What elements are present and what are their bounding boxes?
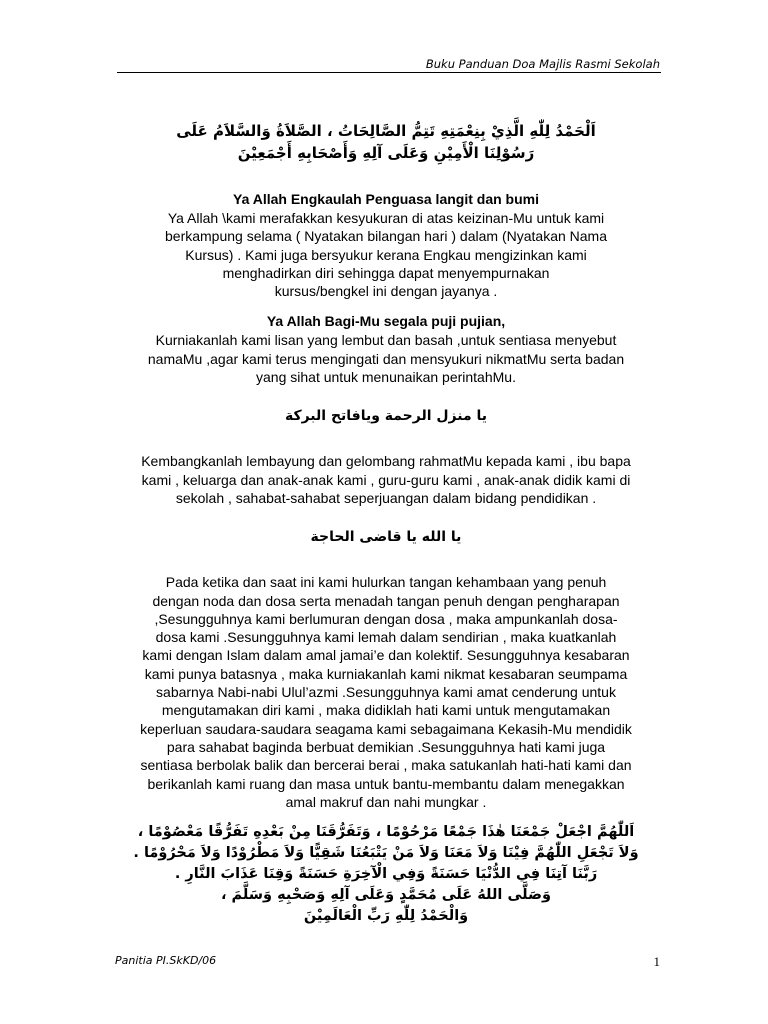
paragraph-line: kursus/bengkel ini dengan jayanya . — [274, 283, 498, 300]
paragraph-line: namaMu ,agar kami terus mengingati dan mensyukuri nikmatMu serta badan — [147, 350, 625, 367]
paragraph-line: amal makruf dan nahi mungkar . — [285, 793, 487, 810]
arabic-opening-line: اَلْحَمْدُ لِلّٰهِ الَّذِيْ بِنِعْمَتِهِ تَتِمُّ الصَّالِحَاتُ ، الصَّلاَةُ وَالسَّلاَمُ عَلَى — [176, 122, 596, 140]
paragraph-line: Ya Allah \kami merafakkan kesyukuran di atas keizinan-Mu untuk kami — [167, 210, 605, 226]
arabic-closing-line: اَللّٰهُمَّ اجْعَلْ جَمْعَنَا هٰذَا جَمْعًا مَرْحُوْمًا ، وَتَفَرُّقَنَا مِنْ بَعْدِهِ تَفَرُّقًا مَعْصُوْمًا ، — [137, 824, 635, 841]
section1-paragraph — [112, 209, 660, 300]
paragraph-line: dosa kami .Sesungguhnya kami lemah dalam sendirian , maka kuatkanlah — [155, 629, 617, 646]
paragraph-line: Kurniakanlah kami lisan yang lembut dan basah ,untuk sentiasa menyebut — [155, 332, 617, 349]
arabic-closing-line: وَلاَ تَجْعَلِ اللّٰهُمَّ فِيْنَا وَلاَ مَعَنَا وَلاَ مَنْ يَتْبَعُنَا شَقِيًّا وَلاَ مَطْرُوْدًا وَلاَ مَحْرُوْمًا . — [133, 845, 639, 862]
paragraph-line: menghadirkan diri sehingga dapat menyempurnakan — [222, 264, 550, 281]
page-content — [112, 108, 660, 927]
arabic-closing-line: وَصَلَّى اللهُ عَلَى مُحَمَّدٍ وَعَلَى آلِهِ وَصَحْبِهِ وَسَلَّمَ ، — [220, 887, 552, 904]
paragraph-line: berkampung selama ( Nyatakan bilangan hari ) dalam (Nyatakan Nama — [165, 228, 607, 245]
section2-heading: Ya Allah Bagi-Mu segala puji pujian, — [266, 313, 506, 330]
paragraph-line: kami , keluarga dan anak-anak kami , guru-guru kami , anak-anak didik kami di — [141, 471, 631, 488]
paragraph-line: Pada ketika dan saat ini kami hulurkan tangan kehambaan yang penuh — [165, 574, 607, 591]
arabic-closing-line: وَالْحَمْدُ لِلّٰهِ رَبِّ الْعَالَمِيْنَ — [303, 908, 469, 925]
paragraph-line: Kembangkanlah lembayung dan gelombang rahmatMu kepada kami , ibu bapa — [141, 453, 631, 470]
paragraph-line: keperluan saudara-saudara seagama kami sebagaimana Kekasih-Mu mendidik — [140, 720, 632, 737]
paragraph-line: sabarnya Nabi-nabi Ulul’azmi .Sesungguhnya kami amat cenderung untuk — [156, 684, 616, 701]
paragraph-line: ,Sesungguhnya kami berlumuran dengan dosa , maka ampunkanlah dosa- — [154, 610, 618, 627]
section3-paragraph — [112, 452, 660, 507]
header-title: Buku Panduan Doa Majlis Rasmi Sekolah — [425, 57, 660, 71]
paragraph-line: sentiasa berbolak balik dan bercerai berai , maka satukanlah hati-hati kami dan — [140, 757, 632, 774]
footer-label: Panitia PI.SkKD/06 — [115, 954, 217, 967]
section2-paragraph — [112, 331, 660, 386]
paragraph-line: kami dengan Islam dalam amal jamai’e dan kolektif. Sesungguhnya kesabaran — [142, 647, 630, 664]
section1-heading: Ya Allah Engkaulah Penguasa langit dan bumi — [233, 191, 539, 207]
paragraph-line: sekolah , sahabat-sahabat seperjuangan dalam bidang pendidikan . — [175, 489, 597, 506]
header-rule — [117, 72, 661, 73]
paragraph-line: berikanlah kami ruang dan masa untuk bantu-membantu dalam menegakkan — [147, 775, 625, 792]
arabic-heading-hajah: يا الله يا قاضى الحاجة — [310, 529, 462, 546]
page-number: 1 — [653, 954, 660, 969]
paragraph-line: mengutamakan diri kami , maka didiklah hati kami untuk mengutamakan — [161, 702, 611, 719]
paragraph-line: dengan noda dan dosa serta menadah tangan penuh dengan pengharapan — [152, 592, 620, 609]
section4-paragraph — [112, 573, 660, 811]
paragraph-line: Kursus) . Kami juga bersyukur kerana Engkau mengizinkan kami — [185, 246, 587, 263]
arabic-heading-rahmah: يا منزل الرحمة ويافاتح البركة — [284, 408, 488, 425]
arabic-opening-prayer — [112, 120, 660, 164]
paragraph-line: yang sihat untuk menunaikan perintahMu. — [256, 369, 516, 386]
arabic-closing-line: رَبَّنَا آتِنَا فِي الدُّنْيَا حَسَنَةً وَفِي الْآخِرَةِ حَسَنَةً وَقِنَا عَذَابَ النَّارِ . — [174, 866, 598, 883]
paragraph-line: para sahabat baginda berbuat demikian .Sesungguhnya hati kami juga — [166, 738, 606, 755]
arabic-closing-prayer — [112, 822, 660, 927]
arabic-opening-line: رَسُوْلِنَا الْأَمِيْنِ وَعَلَى آلِهِ وَأَصْحَابِهِ أَجْمَعِيْنَ — [237, 144, 535, 162]
paragraph-line: kami punya batasnya , maka kurniakanlah kami nikmat kesabaran seumpama — [144, 665, 628, 682]
